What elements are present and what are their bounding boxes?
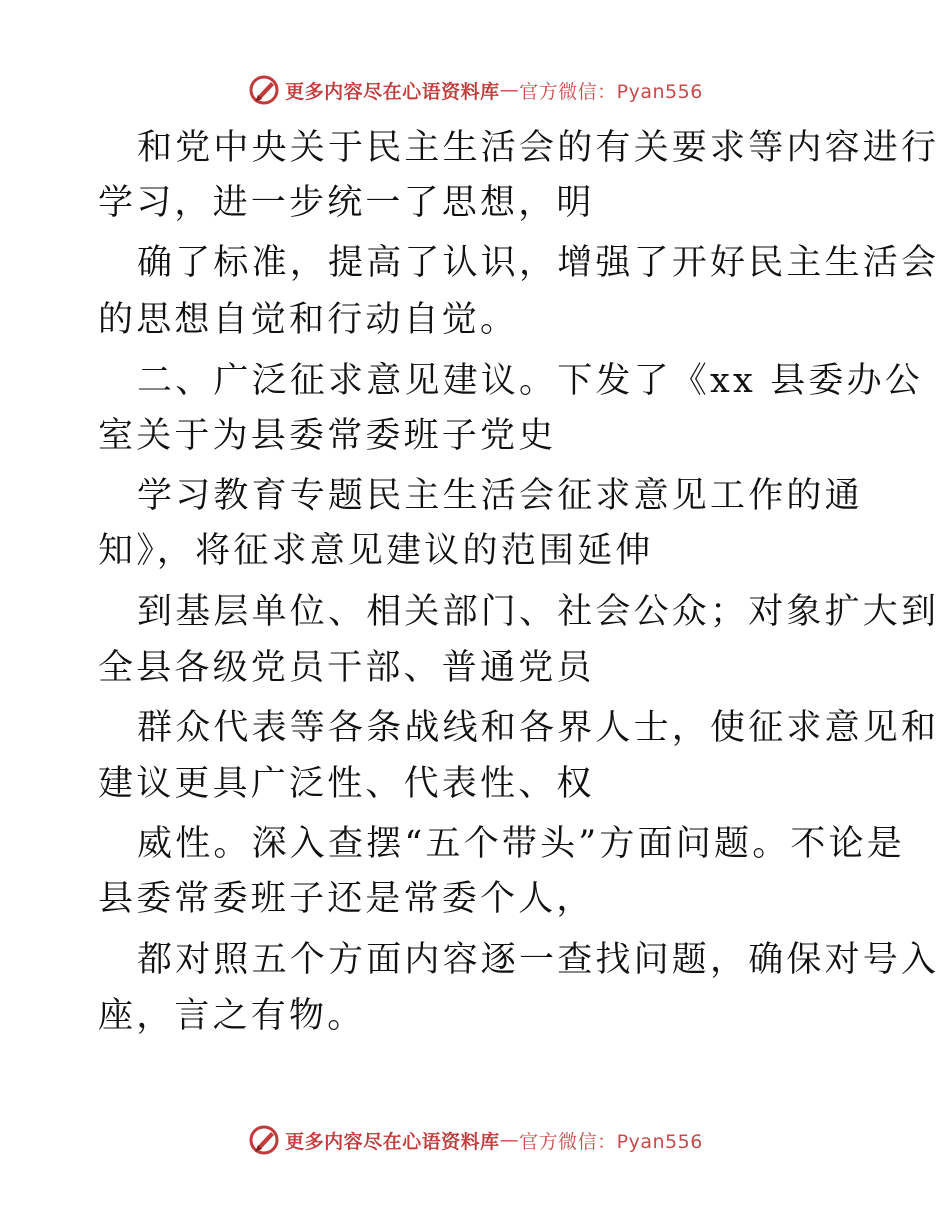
body-line: 知》，将征求意见建议的范围延伸	[98, 531, 654, 571]
watermark-wechat-text: 官方微信：Pyan556	[519, 1130, 703, 1153]
body-line: 和党中央关于民主生活会的有关要求等内容进行	[137, 128, 940, 168]
watermark-dash: —	[499, 1129, 520, 1151]
watermark-wechat-text: 官方微信：Pyan556	[519, 80, 703, 103]
body-line: 群众代表等各条战线和各界人士，使征求意见和	[137, 708, 940, 748]
body-line: 建议更具广泛性、代表性、权	[98, 764, 595, 804]
watermark-site-text: 更多内容尽在心语资料库	[285, 80, 500, 103]
pen-logo-icon	[247, 1123, 281, 1157]
body-line: 学习教育专题民主生活会征求意见工作的通	[137, 476, 863, 516]
body-line: 确了标准，提高了认识，增强了开好民主生活会	[137, 243, 940, 283]
body-line: 威性。深入查摆“五个带头”方面问题。不论是	[137, 824, 905, 864]
body-line: 座，言之有物。	[98, 996, 366, 1036]
body-line: 县委常委班子还是常委个人，	[98, 879, 595, 919]
watermark-dash: —	[499, 79, 520, 101]
body-line: 到基层单位、相关部门、社会公众；对象扩大到	[137, 592, 940, 632]
header-watermark	[0, 70, 950, 110]
body-line: 二、广泛征求意见建议。下发了《xx 县委办公	[137, 361, 924, 401]
pen-logo-icon	[247, 73, 281, 107]
watermark-site-text: 更多内容尽在心语资料库	[285, 1130, 500, 1153]
body-line: 全县各级党员干部、普通党员	[98, 648, 595, 688]
body-line: 的思想自觉和行动自觉。	[98, 300, 519, 340]
body-line: 室关于为县委常委班子党史	[98, 416, 557, 456]
body-line: 都对照五个方面内容逐一查找问题，确保对号入	[137, 940, 940, 980]
footer-watermark	[0, 1120, 950, 1160]
body-line: 学习，进一步统一了思想，明	[98, 183, 595, 223]
